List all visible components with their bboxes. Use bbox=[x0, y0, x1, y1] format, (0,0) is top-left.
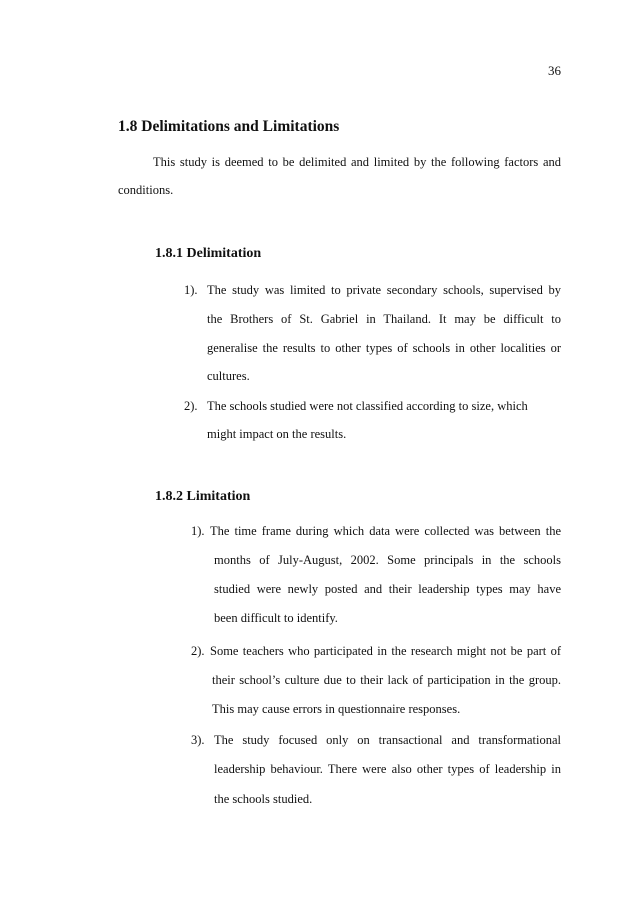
delimitation-item-2-marker: 2). bbox=[184, 399, 198, 413]
limitation-item-3-line-2: leadership behaviour. There were also other types of leadership in bbox=[214, 762, 561, 776]
limitation-item-1-line-2: months of July-August, 2002. Some principals in the schools bbox=[214, 553, 561, 567]
limitation-heading: 1.8.2 Limitation bbox=[155, 489, 251, 504]
limitation-item-3-marker: 3). bbox=[191, 733, 205, 747]
limitation-item-1-line-1: The time frame during which data were collected was between the bbox=[210, 524, 561, 538]
page-number: 36 bbox=[548, 63, 561, 78]
limitation-item-2-line-2: their school’s culture due to their lack of participation in the group. bbox=[212, 673, 561, 687]
delimitation-item-2-line-2: might impact on the results. bbox=[207, 427, 347, 441]
delimitation-item-1-line-3: generalise the results to other types of schools in other localities or bbox=[207, 341, 561, 355]
limitation-item-2-line-3: This may cause errors in questionnaire responses. bbox=[212, 702, 461, 716]
limitation-item-2-marker: 2). bbox=[191, 644, 205, 658]
delimitation-item-1-marker: 1). bbox=[184, 283, 198, 297]
delimitation-item-2-line-1: The schools studied were not classified according to size, which bbox=[207, 399, 528, 413]
limitation-item-1-line-4: been difficult to identify. bbox=[214, 611, 338, 625]
limitation-item-1-marker: 1). bbox=[191, 524, 205, 538]
intro-paragraph-line-1: This study is deemed to be delimited and limited by the following factors and bbox=[153, 155, 561, 169]
delimitation-heading: 1.8.1 Delimitation bbox=[155, 246, 262, 261]
limitation-item-2-line-1: Some teachers who participated in the research might not be part of bbox=[210, 644, 561, 658]
limitation-item-3-line-3: the schools studied. bbox=[214, 792, 313, 806]
limitation-item-3-line-1: The study focused only on transactional and transformational bbox=[214, 733, 561, 747]
intro-paragraph-line-2: conditions. bbox=[118, 183, 174, 197]
delimitation-item-1-line-1: The study was limited to private secondary schools, supervised by bbox=[207, 283, 561, 297]
section-heading: 1.8 Delimitations and Limitations bbox=[118, 118, 340, 135]
delimitation-item-1-line-4: cultures. bbox=[207, 369, 250, 383]
delimitation-item-1-line-2: the Brothers of St. Gabriel in Thailand. It may be difficult to bbox=[207, 312, 561, 326]
limitation-item-1-line-3: studied were newly posted and their leadership types may have bbox=[214, 582, 561, 596]
